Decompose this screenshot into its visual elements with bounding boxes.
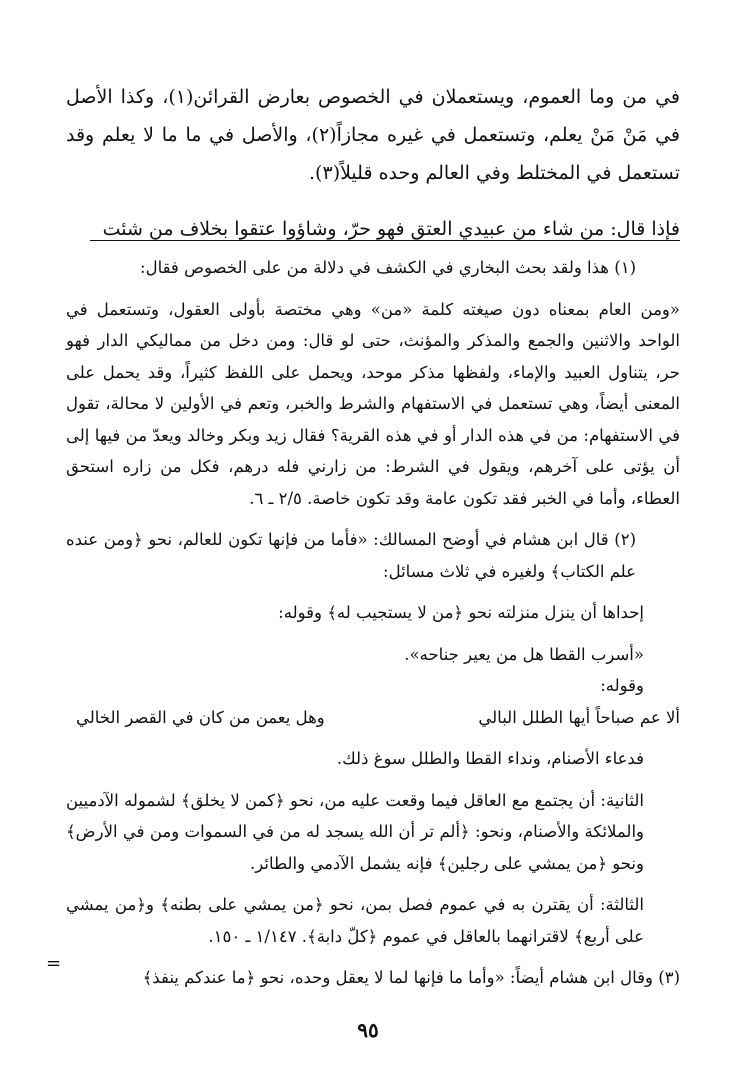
footnote-divider <box>90 240 680 241</box>
footnote-1-body: «ومن العام بمعناه دون صيغته كلمة «من» وهي مختصة بأولى العقول، وتستعمل في الواحد والاثنين والجمع والمذكر والمؤنث، حتى لو قال: ومن دخل من مماليكي الدار فهو حر، يتناول العبيد والإماء، ولفظها مذكر موحد، ويحمل على اللفظ كثيراً، وقد يحمل على المعنى أيضاً، وهي تستعمل في الاستفهام والشرط والخبر، وتعم في الأولين لا محالة، تقول في الاستفهام: من في هذه الدار أو في هذه القرية؟ فقال زيد وبكر وخالد ويعدّ من فيها إلى أن يؤتى على آخرهم، ويقول في الشرط: من زارني فله درهم، فكل من زاره استحق العطاء، وأما في الخبر فقد تكون عامة وقد تكون خاصة. ٢/٥ ـ ٦. <box>66 299 680 508</box>
continuation-mark: = <box>46 953 62 974</box>
footnote-2-third-case: الثالثة: أن يقترن به في عموم فصل بمن، نحو ﴿من يمشي على بطنه﴾ و﴿من يمشي على أربع﴾ لاقترانهما بالعاقل في عموم ﴿كلّ دابة﴾. ١/١٤٧ ـ ١٥٠. <box>66 895 644 946</box>
footnote-2-verse-quote: «أسرب القطا هل من يعير جناحه». <box>404 644 644 664</box>
footnotes <box>66 252 680 994</box>
page-number: ٩٥ <box>357 1018 379 1042</box>
footnote-3-start: (٣) وقال ابن هشام أيضاً: «وأما ما فإنها لما لا يعقل وحده، نحو ﴿ما عندكم ينفذ﴾ <box>142 968 680 987</box>
footnote-2-explanation: فدعاء الأصنام، ونداء القطا والطلل سوغ ذلك. <box>336 749 644 768</box>
main-paragraph-2: فإذا قال: من شاء من عبيدي العتق فهو حرّ، وشاؤوا عتقوا بخلاف من شئت <box>102 218 680 240</box>
footnote-2-first-case: إحداها أن ينزل منزلته نحو ﴿من لا يستجيب له﴾ وقوله: <box>278 603 644 622</box>
verse-first-hemistich: ألا عم صباحاً أيها الطلل البالي <box>478 707 680 727</box>
footnote-2-second-case: الثانية: أن يجتمع مع العاقل فيما وقعت عليه من، نحو ﴿كمن لا يخلق﴾ لشموله الآدميين والملائكة والأصنام، ونحو: ﴿ألم تر أن الله يسجد له من في السموات ومن في الأرض﴾ ونحو ﴿من يمشي على رجلين﴾ فإنه يشمل الآدمي والطائر. <box>66 790 644 873</box>
footnote-2-intro: (٢) قال ابن هشام في أوضح المسالك: «فأما من فإنها تكون للعالم، نحو ﴿ومن عنده علم الكتاب﴾ ولغيره في ثلاث مسائل: <box>66 530 636 581</box>
main-paragraph-1: في من وما العموم، ويستعملان في الخصوص بعارض القرائن(١)، وكذا الأصل في مَنْ مَنْ يعلم، وتستعمل في غيره مجازاً(٢)، والأصل في ما ما لا يعلم وقد تستعمل في المختلط وفي العالم وحده قليلاً(٣). <box>66 86 680 184</box>
verse-second-hemistich: وهل يعمن من كان في القصر الخالي <box>76 707 325 727</box>
footnote-1-intro: (١) هذا ولقد بحث البخاري في الكشف في دلالة من على الخصوص فقال: <box>140 258 636 277</box>
main-text <box>66 78 680 248</box>
footnote-2-and-saying: وقوله: <box>600 676 644 695</box>
poetry-verse <box>66 702 680 734</box>
